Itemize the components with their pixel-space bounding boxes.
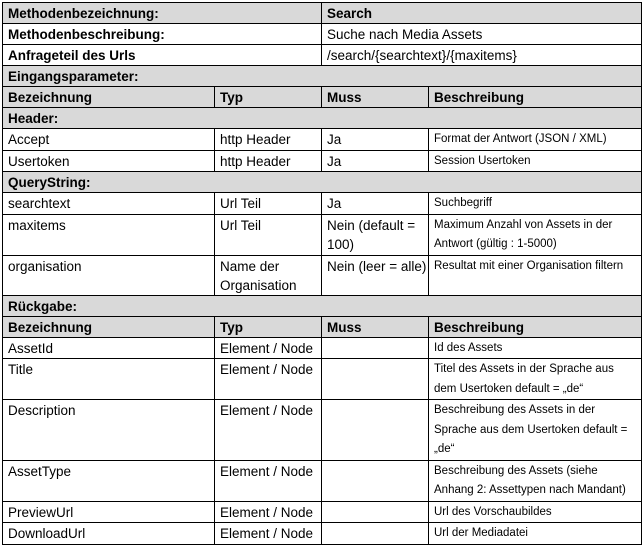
querystring-section-label: QueryString: (3, 172, 642, 193)
column-header-type: Typ (215, 87, 322, 108)
column-header-name: Bezeichnung (3, 87, 215, 108)
field-description: Beschreibung des Assets in der Sprache aus dem Usertoken default = „de“ (429, 400, 642, 461)
table-row (3, 129, 642, 151)
param-name: organisation (3, 255, 215, 295)
param-type: http Header (215, 129, 322, 151)
param-type: Name der Organisation (215, 255, 322, 295)
field-required (322, 460, 429, 501)
table-row (3, 359, 642, 400)
table-row (3, 150, 642, 172)
input-column-header-row (3, 87, 642, 108)
field-name: Title (3, 359, 215, 400)
field-name: DownloadUrl (3, 523, 215, 545)
input-section-label: Eingangsparameter: (3, 66, 642, 87)
method-url-value: /search/{searchtext}/{maxitems} (322, 45, 642, 66)
field-required (322, 400, 429, 461)
field-name: PreviewUrl (3, 501, 215, 523)
param-required: Nein (leer = alle) (322, 255, 429, 295)
column-header-name: Bezeichnung (3, 316, 215, 337)
param-type: Url Teil (215, 193, 322, 215)
table-row (3, 214, 642, 255)
param-name: searchtext (3, 193, 215, 215)
field-type: Element / Node (215, 337, 322, 359)
param-description: Maximum Anzahl von Assets in der Antwort (gültig : 1-5000) (429, 214, 642, 255)
method-name-value: Search (322, 3, 642, 24)
field-type: Element / Node (215, 400, 322, 461)
querystring-section-row (3, 172, 642, 193)
column-header-description: Beschreibung (429, 316, 642, 337)
param-description: Resultat mit einer Organisation filtern (429, 255, 642, 295)
method-desc-label: Methodenbeschreibung: (3, 24, 322, 45)
method-desc-value: Suche nach Media Assets (322, 24, 642, 45)
header-section-row (3, 108, 642, 129)
param-description: Session Usertoken (429, 150, 642, 172)
input-section-row (3, 66, 642, 87)
field-description: Beschreibung des Assets (siehe Anhang 2: Assettypen nach Mandant) (429, 460, 642, 501)
table-row (3, 255, 642, 295)
field-required (322, 501, 429, 523)
header-section-label: Header: (3, 108, 642, 129)
table-row (3, 460, 642, 501)
field-type: Element / Node (215, 359, 322, 400)
table-row (3, 400, 642, 461)
column-header-description: Beschreibung (429, 87, 642, 108)
field-name: Description (3, 400, 215, 461)
field-description: Url des Vorschaubildes (429, 501, 642, 523)
param-name: Usertoken (3, 150, 215, 172)
method-desc-row (3, 24, 642, 45)
table-row (3, 193, 642, 215)
method-url-row (3, 45, 642, 66)
column-header-type: Typ (215, 316, 322, 337)
field-required (322, 523, 429, 545)
column-header-required: Muss (322, 316, 429, 337)
param-required: Ja (322, 129, 429, 151)
column-header-required: Muss (322, 87, 429, 108)
table-row (3, 337, 642, 359)
field-description: Url der Mediadatei (429, 523, 642, 545)
method-url-label: Anfrageteil des Urls (3, 45, 322, 66)
param-description: Suchbegriff (429, 193, 642, 215)
api-spec-table (2, 2, 642, 545)
output-section-label: Rückgabe: (3, 295, 642, 316)
param-required: Ja (322, 150, 429, 172)
field-description: Id des Assets (429, 337, 642, 359)
table-row (3, 523, 642, 545)
field-required (322, 359, 429, 400)
field-name: AssetType (3, 460, 215, 501)
param-description: Format der Antwort (JSON / XML) (429, 129, 642, 151)
field-type: Element / Node (215, 460, 322, 501)
field-description: Titel des Assets in der Sprache aus dem Usertoken default = „de“ (429, 359, 642, 400)
field-type: Element / Node (215, 523, 322, 545)
param-required: Nein (default = 100) (322, 214, 429, 255)
param-name: maxitems (3, 214, 215, 255)
method-name-row (3, 3, 642, 24)
param-name: Accept (3, 129, 215, 151)
field-required (322, 337, 429, 359)
method-name-label: Methodenbezeichnung: (3, 3, 322, 24)
table-row (3, 501, 642, 523)
param-type: http Header (215, 150, 322, 172)
field-name: AssetId (3, 337, 215, 359)
output-section-row (3, 295, 642, 316)
field-type: Element / Node (215, 501, 322, 523)
output-column-header-row (3, 316, 642, 337)
param-type: Url Teil (215, 214, 322, 255)
param-required: Ja (322, 193, 429, 215)
